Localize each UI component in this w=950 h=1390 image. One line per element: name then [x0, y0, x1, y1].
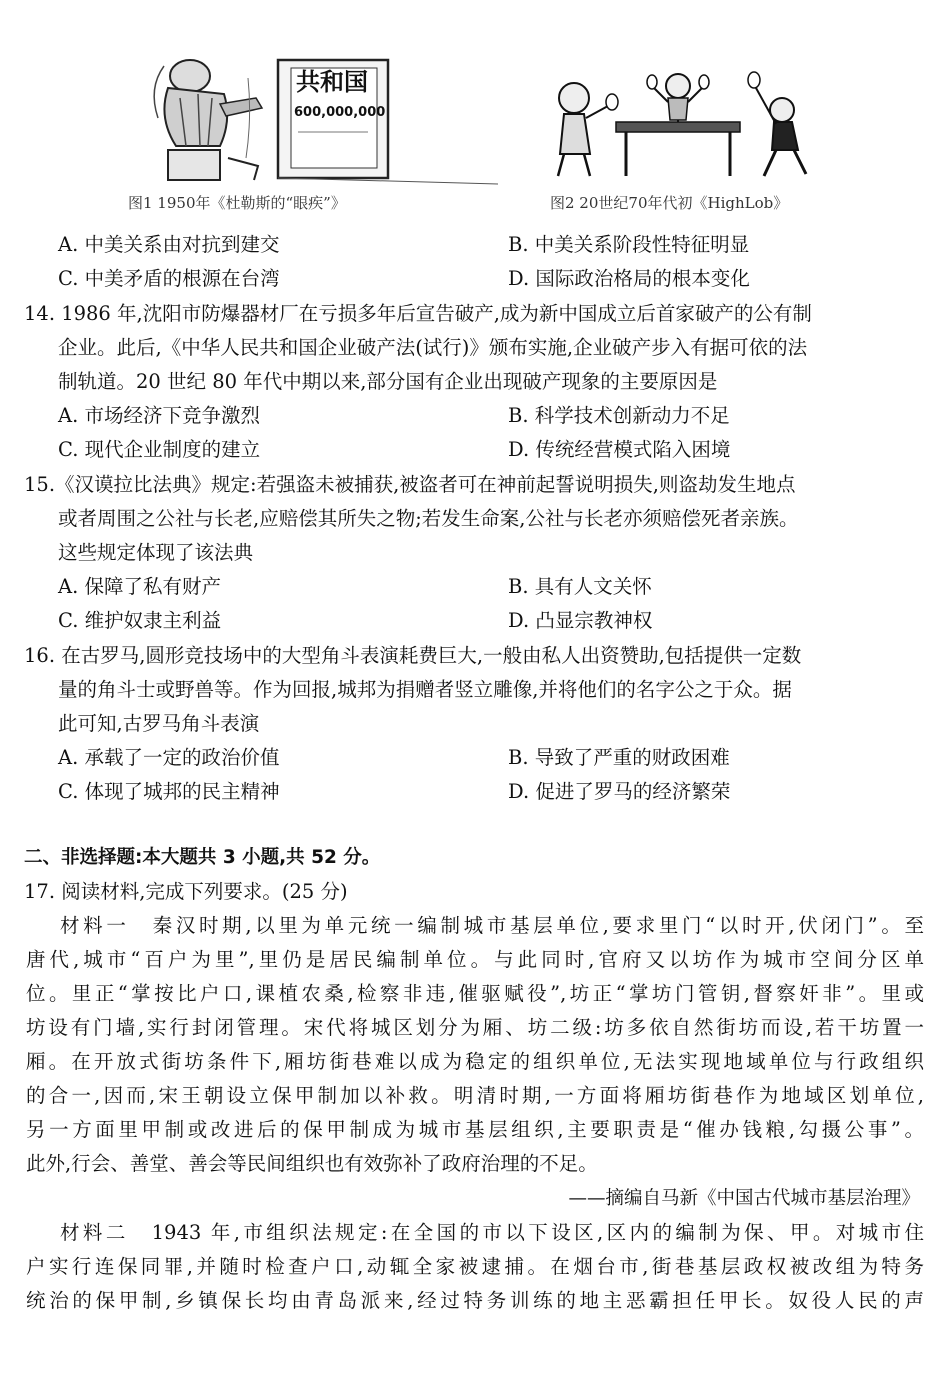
material-1-line-1: 材料一 秦汉时期,以里为单元统一编制城市基层单位,要求里门“以时开,伏闭门”。至: [60, 914, 924, 937]
q14-option-b[interactable]: B. 科学技术创新动力不足: [508, 404, 730, 427]
q16-option-d[interactable]: D. 促进了罗马的经济繁荣: [508, 780, 731, 803]
q14-stem-line-3: 制轨道。20 世纪 80 年代中期以来,部分国有企业出现破产现象的主要原因是: [58, 370, 718, 393]
material-1-line-2: 唐代,城市“百户为里”,里仍是居民编制单位。与此同时,官府又以坊作为城市空间分区单: [26, 948, 924, 971]
material-2-line-3: 统治的保甲制,乡镇保长均由青岛派来,经过特务训练的地主恶霸担任甲长。奴役人民的声: [26, 1289, 924, 1312]
q16-stem-line-3: 此可知,古罗马角斗表演: [58, 712, 260, 735]
figure-1: [128, 58, 498, 213]
q15-option-c[interactable]: C. 维护奴隶主利益: [58, 609, 222, 632]
cartoon-pingpong-illustration: [550, 58, 822, 186]
material-1-line-4: 坊设有门墙,实行封闭管理。宋代将城区划分为厢、坊二级:坊多依自然街坊而设,若干坊置一: [26, 1016, 924, 1039]
q15-stem-line-3: 这些规定体现了该法典: [58, 541, 254, 564]
q15-option-a[interactable]: A. 保障了私有财产: [58, 575, 221, 598]
q16-stem-line-2: 量的角斗士或野兽等。作为回报,城邦为捐赠者竖立雕像,并将他们的名字公之于众。据: [58, 678, 792, 701]
q17-title: 17. 阅读材料,完成下列要求。(25 分): [24, 880, 348, 903]
q15-stem-line-2: 或者周围之公社与长老,应赔偿其所失之物;若发生命案,公社与长老亦须赔偿死者亲族。: [58, 507, 799, 530]
material-1-line-6: 的合一,因而,宋王朝设立保甲制加以补救。明清时期,一方面将厢坊街巷作为地域区划单位,: [26, 1084, 924, 1107]
q15-option-b[interactable]: B. 具有人文关怀: [508, 575, 652, 598]
q14-option-a[interactable]: A. 市场经济下竞争激烈: [58, 404, 260, 427]
q13-option-c[interactable]: C. 中美矛盾的根源在台湾: [58, 267, 280, 290]
q14-option-d[interactable]: D. 传统经营模式陷入困境: [508, 438, 731, 461]
q13-option-a[interactable]: A. 中美关系由对抗到建交: [58, 233, 280, 256]
q16-option-a[interactable]: A. 承载了一定的政治价值: [58, 746, 280, 769]
material-1-line-3: 位。里正“掌按比户口,课植农桑,检察非违,催驱赋役”,坊正“掌坊门管钥,督察奸非”。里或: [26, 982, 924, 1005]
wall-text-title: 共和国: [296, 68, 368, 96]
section-2-heading: 二、非选择题:本大题共 3 小题,共 52 分。: [24, 847, 381, 868]
material-1-line-7: 另一方面里甲制或改进后的保甲制成为城市基层组织,主要职责是“催办钱粮,勾摄公事”。: [26, 1118, 924, 1141]
q15-option-d[interactable]: D. 凸显宗教神权: [508, 609, 653, 632]
material-1-source: ——摘编自马新《中国古代城市基层治理》: [568, 1188, 920, 1209]
figure-2: [550, 58, 822, 213]
material-2-line-1: 材料二 1943 年,市组织法规定:在全国的市以下设区,区内的编制为保、甲。对城市住: [60, 1221, 924, 1244]
material-1-line-8: 此外,行会、善堂、善会等民间组织也有效弥补了政府治理的不足。: [26, 1152, 598, 1175]
figure-row: [128, 58, 828, 218]
q13-option-d[interactable]: D. 国际政治格局的根本变化: [508, 267, 750, 290]
q16-stem-line-1: 16. 在古罗马,圆形竞技场中的大型角斗表演耗费巨大,一般由私人出资赞助,包括提供一定数: [24, 644, 802, 667]
q16-option-c[interactable]: C. 体现了城邦的民主精神: [58, 780, 280, 803]
figure-1-caption: 图1 1950年《杜勒斯的“眼疾”》: [128, 194, 346, 212]
q16-option-b[interactable]: B. 导致了严重的财政困难: [508, 746, 730, 769]
q15-stem-line-1: 15.《汉谟拉比法典》规定:若强盗未被捕获,被盗者可在神前起誓说明损失,则盗劫发生地点: [24, 473, 796, 496]
material-1-line-5: 厢。在开放式街坊条件下,厢坊街巷难以成为稳定的组织单位,无法实现地域单位与行政组织: [26, 1050, 924, 1073]
q14-option-c[interactable]: C. 现代企业制度的建立: [58, 438, 261, 461]
figure-2-caption: 图2 20世纪70年代初《HighLob》: [550, 194, 789, 212]
wall-text-number: 600,000,000: [294, 105, 386, 120]
q13-option-b[interactable]: B. 中美关系阶段性特征明显: [508, 233, 750, 256]
q14-stem-line-1: 14. 1986 年,沈阳市防爆器材厂在亏损多年后宣告破产,成为新中国成立后首家破产的公有制: [24, 302, 812, 325]
cartoon-dulles-illustration: [128, 58, 498, 186]
q14-stem-line-2: 企业。此后,《中华人民共和国企业破产法(试行)》颁布实施,企业破产步入有据可依的法: [58, 336, 808, 359]
material-2-line-2: 户实行连保同罪,并随时检查户口,动辄全家被逮捕。在烟台市,街巷基层政权被改组为特务: [26, 1255, 924, 1278]
